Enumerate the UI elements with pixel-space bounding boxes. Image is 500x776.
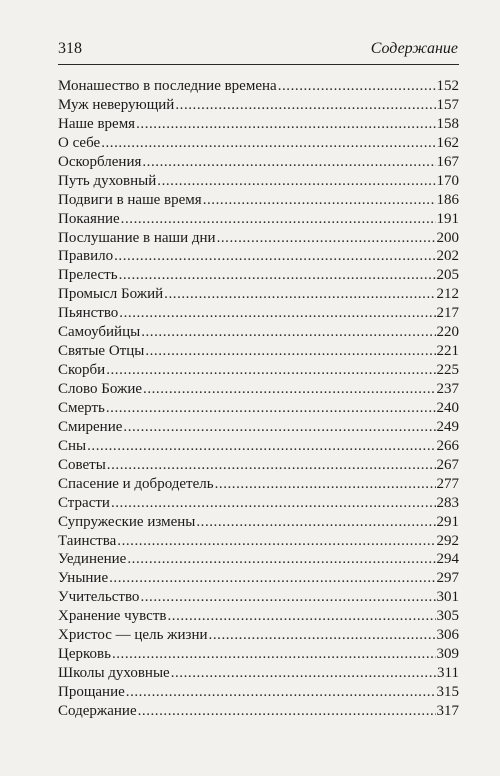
toc-entry-title: Хранение чувств bbox=[58, 608, 167, 625]
toc-entry-page: 186 bbox=[436, 191, 459, 208]
toc-entry bbox=[58, 342, 459, 361]
toc-entry-title: Правило bbox=[58, 248, 114, 265]
toc-entry bbox=[58, 229, 459, 248]
toc-entry bbox=[58, 285, 459, 304]
toc-entry-title: Христос — цель жизни bbox=[58, 627, 208, 644]
dot-leader bbox=[203, 191, 436, 210]
toc-entry bbox=[58, 77, 459, 96]
toc-entry-page: 309 bbox=[436, 646, 459, 663]
dot-leader bbox=[127, 550, 435, 569]
toc-entry-title: Содержание bbox=[58, 702, 137, 719]
toc-entry bbox=[58, 456, 459, 475]
toc-entry-page: 315 bbox=[436, 684, 459, 700]
toc-entry-page: 283 bbox=[436, 494, 459, 511]
toc-entry-title: Учительство bbox=[58, 589, 140, 606]
toc-entry bbox=[58, 266, 459, 285]
toc-entry bbox=[58, 115, 459, 134]
toc-entry-title: Пьянство bbox=[58, 305, 119, 322]
toc-entry bbox=[58, 134, 459, 153]
toc-entry bbox=[58, 550, 459, 569]
toc-entry bbox=[58, 380, 459, 399]
dot-leader bbox=[126, 683, 436, 702]
toc-entry-page: 221 bbox=[436, 343, 459, 360]
dot-leader bbox=[171, 664, 436, 683]
dot-leader bbox=[209, 626, 436, 645]
toc-entry-title: Подвиги в наше время bbox=[58, 191, 202, 208]
dot-leader bbox=[141, 323, 435, 342]
toc-entry bbox=[58, 513, 459, 532]
toc-entry-page: 205 bbox=[436, 267, 459, 284]
toc-entry bbox=[58, 361, 459, 380]
header-rule bbox=[58, 64, 459, 65]
dot-leader bbox=[215, 475, 436, 494]
toc-entry bbox=[58, 437, 459, 456]
toc-entry bbox=[58, 247, 459, 266]
dot-leader bbox=[121, 210, 436, 229]
toc-entry-page: 217 bbox=[436, 305, 459, 322]
dot-leader bbox=[109, 569, 435, 588]
toc-entry-title: Скорби bbox=[58, 362, 106, 379]
toc-entry bbox=[58, 588, 459, 607]
toc-entry-title: Слово Божие bbox=[58, 381, 143, 397]
toc-entry-page: 237 bbox=[436, 381, 459, 397]
toc-entry-page: 267 bbox=[436, 456, 459, 473]
toc-entry bbox=[58, 626, 459, 645]
dot-leader bbox=[140, 588, 435, 607]
dot-leader bbox=[143, 380, 435, 399]
toc-entry bbox=[58, 494, 459, 513]
table-of-contents bbox=[58, 77, 459, 721]
toc-entry bbox=[58, 607, 459, 626]
dot-leader bbox=[136, 115, 435, 134]
toc-entry-title: Путь духовный bbox=[58, 172, 157, 189]
dot-leader bbox=[106, 361, 435, 380]
toc-entry-title: Страсти bbox=[58, 494, 110, 511]
toc-entry-page: 220 bbox=[436, 324, 459, 341]
page-number: 318 bbox=[58, 40, 82, 57]
dot-leader bbox=[196, 513, 435, 532]
toc-entry-page: 225 bbox=[436, 362, 459, 379]
toc-entry-page: 212 bbox=[436, 286, 459, 303]
toc-entry-page: 294 bbox=[436, 551, 459, 568]
toc-entry-title: Наше время bbox=[58, 115, 136, 132]
dot-leader bbox=[87, 437, 435, 456]
toc-entry-title: Самоубийцы bbox=[58, 324, 141, 341]
dot-leader bbox=[119, 304, 435, 323]
toc-entry-title: Уныние bbox=[58, 570, 109, 587]
toc-entry-page: 167 bbox=[436, 153, 459, 170]
toc-entry-title: Промысл Божий bbox=[58, 286, 164, 303]
toc-entry bbox=[58, 569, 459, 588]
toc-entry-title: Прелесть bbox=[58, 267, 118, 284]
toc-entry-page: 202 bbox=[436, 248, 459, 265]
toc-entry-title: Смирение bbox=[58, 418, 123, 435]
toc-entry-page: 158 bbox=[436, 115, 459, 132]
dot-leader bbox=[117, 532, 435, 551]
dot-leader bbox=[217, 229, 436, 248]
dot-leader bbox=[107, 456, 436, 475]
toc-entry-page: 240 bbox=[436, 399, 459, 416]
toc-entry bbox=[58, 702, 459, 721]
toc-entry-page: 277 bbox=[436, 475, 459, 492]
dot-leader bbox=[157, 172, 435, 191]
toc-entry-page: 297 bbox=[436, 570, 459, 587]
toc-entry bbox=[58, 304, 459, 323]
running-title: Содержание bbox=[370, 40, 458, 57]
toc-entry-page: 292 bbox=[436, 532, 459, 549]
toc-entry-title: Смерть bbox=[58, 399, 105, 416]
toc-entry bbox=[58, 96, 459, 115]
toc-entry-page: 200 bbox=[436, 229, 459, 246]
dot-leader bbox=[138, 702, 436, 721]
toc-entry bbox=[58, 418, 459, 437]
toc-entry-page: 249 bbox=[436, 418, 459, 435]
dot-leader bbox=[112, 645, 436, 664]
toc-entry-title: Послушание в наши дни bbox=[58, 229, 216, 246]
dot-leader bbox=[123, 418, 435, 437]
dot-leader bbox=[142, 153, 435, 172]
toc-entry-title: Прощание bbox=[58, 684, 125, 700]
toc-entry bbox=[58, 399, 459, 418]
dot-leader bbox=[111, 494, 436, 513]
toc-entry-title: О себе bbox=[58, 134, 101, 151]
toc-entry-title: Церковь bbox=[58, 646, 111, 663]
toc-entry-page: 162 bbox=[436, 134, 459, 151]
dot-leader bbox=[145, 342, 435, 361]
toc-entry-page: 291 bbox=[436, 513, 459, 530]
dot-leader bbox=[114, 247, 435, 266]
toc-entry bbox=[58, 532, 459, 551]
page-header bbox=[58, 40, 458, 62]
toc-entry bbox=[58, 191, 459, 210]
toc-entry-title: Сны bbox=[58, 437, 87, 454]
dot-leader bbox=[278, 77, 436, 96]
toc-entry-page: 301 bbox=[436, 589, 459, 606]
toc-entry-title: Супружеские измены bbox=[58, 513, 196, 530]
toc-entry-title: Покаяние bbox=[58, 210, 120, 227]
toc-entry-title: Монашество в последние времена bbox=[58, 78, 277, 94]
toc-entry-page: 306 bbox=[436, 627, 459, 644]
toc-entry-page: 305 bbox=[436, 608, 459, 625]
toc-entry-page: 170 bbox=[436, 172, 459, 189]
toc-entry-title: Муж неверующий bbox=[58, 96, 175, 113]
toc-entry-title: Оскорбления bbox=[58, 153, 142, 170]
toc-entry bbox=[58, 683, 459, 702]
toc-entry-title: Уединение bbox=[58, 551, 127, 568]
toc-entry bbox=[58, 664, 459, 683]
toc-entry-page: 311 bbox=[437, 665, 459, 682]
toc-entry-title: Спасение и добродетель bbox=[58, 475, 214, 492]
toc-entry bbox=[58, 153, 459, 172]
dot-leader bbox=[106, 399, 436, 418]
toc-entry bbox=[58, 475, 459, 494]
toc-entry-page: 157 bbox=[436, 96, 459, 113]
toc-entry-title: Школы духовные bbox=[58, 665, 170, 682]
dot-leader bbox=[101, 134, 435, 153]
toc-entry bbox=[58, 172, 459, 191]
toc-entry-title: Святые Отцы bbox=[58, 343, 145, 360]
toc-entry-page: 317 bbox=[436, 702, 459, 719]
toc-entry-title: Таинства bbox=[58, 532, 117, 549]
dot-leader bbox=[167, 607, 435, 626]
toc-entry-page: 266 bbox=[436, 437, 459, 454]
dot-leader bbox=[175, 96, 435, 115]
toc-entry bbox=[58, 210, 459, 229]
toc-entry-page: 152 bbox=[436, 78, 459, 94]
dot-leader bbox=[119, 266, 436, 285]
toc-entry bbox=[58, 323, 459, 342]
toc-entry bbox=[58, 645, 459, 664]
toc-entry-title: Советы bbox=[58, 456, 106, 473]
toc-entry-page: 191 bbox=[436, 210, 459, 227]
dot-leader bbox=[164, 285, 435, 304]
